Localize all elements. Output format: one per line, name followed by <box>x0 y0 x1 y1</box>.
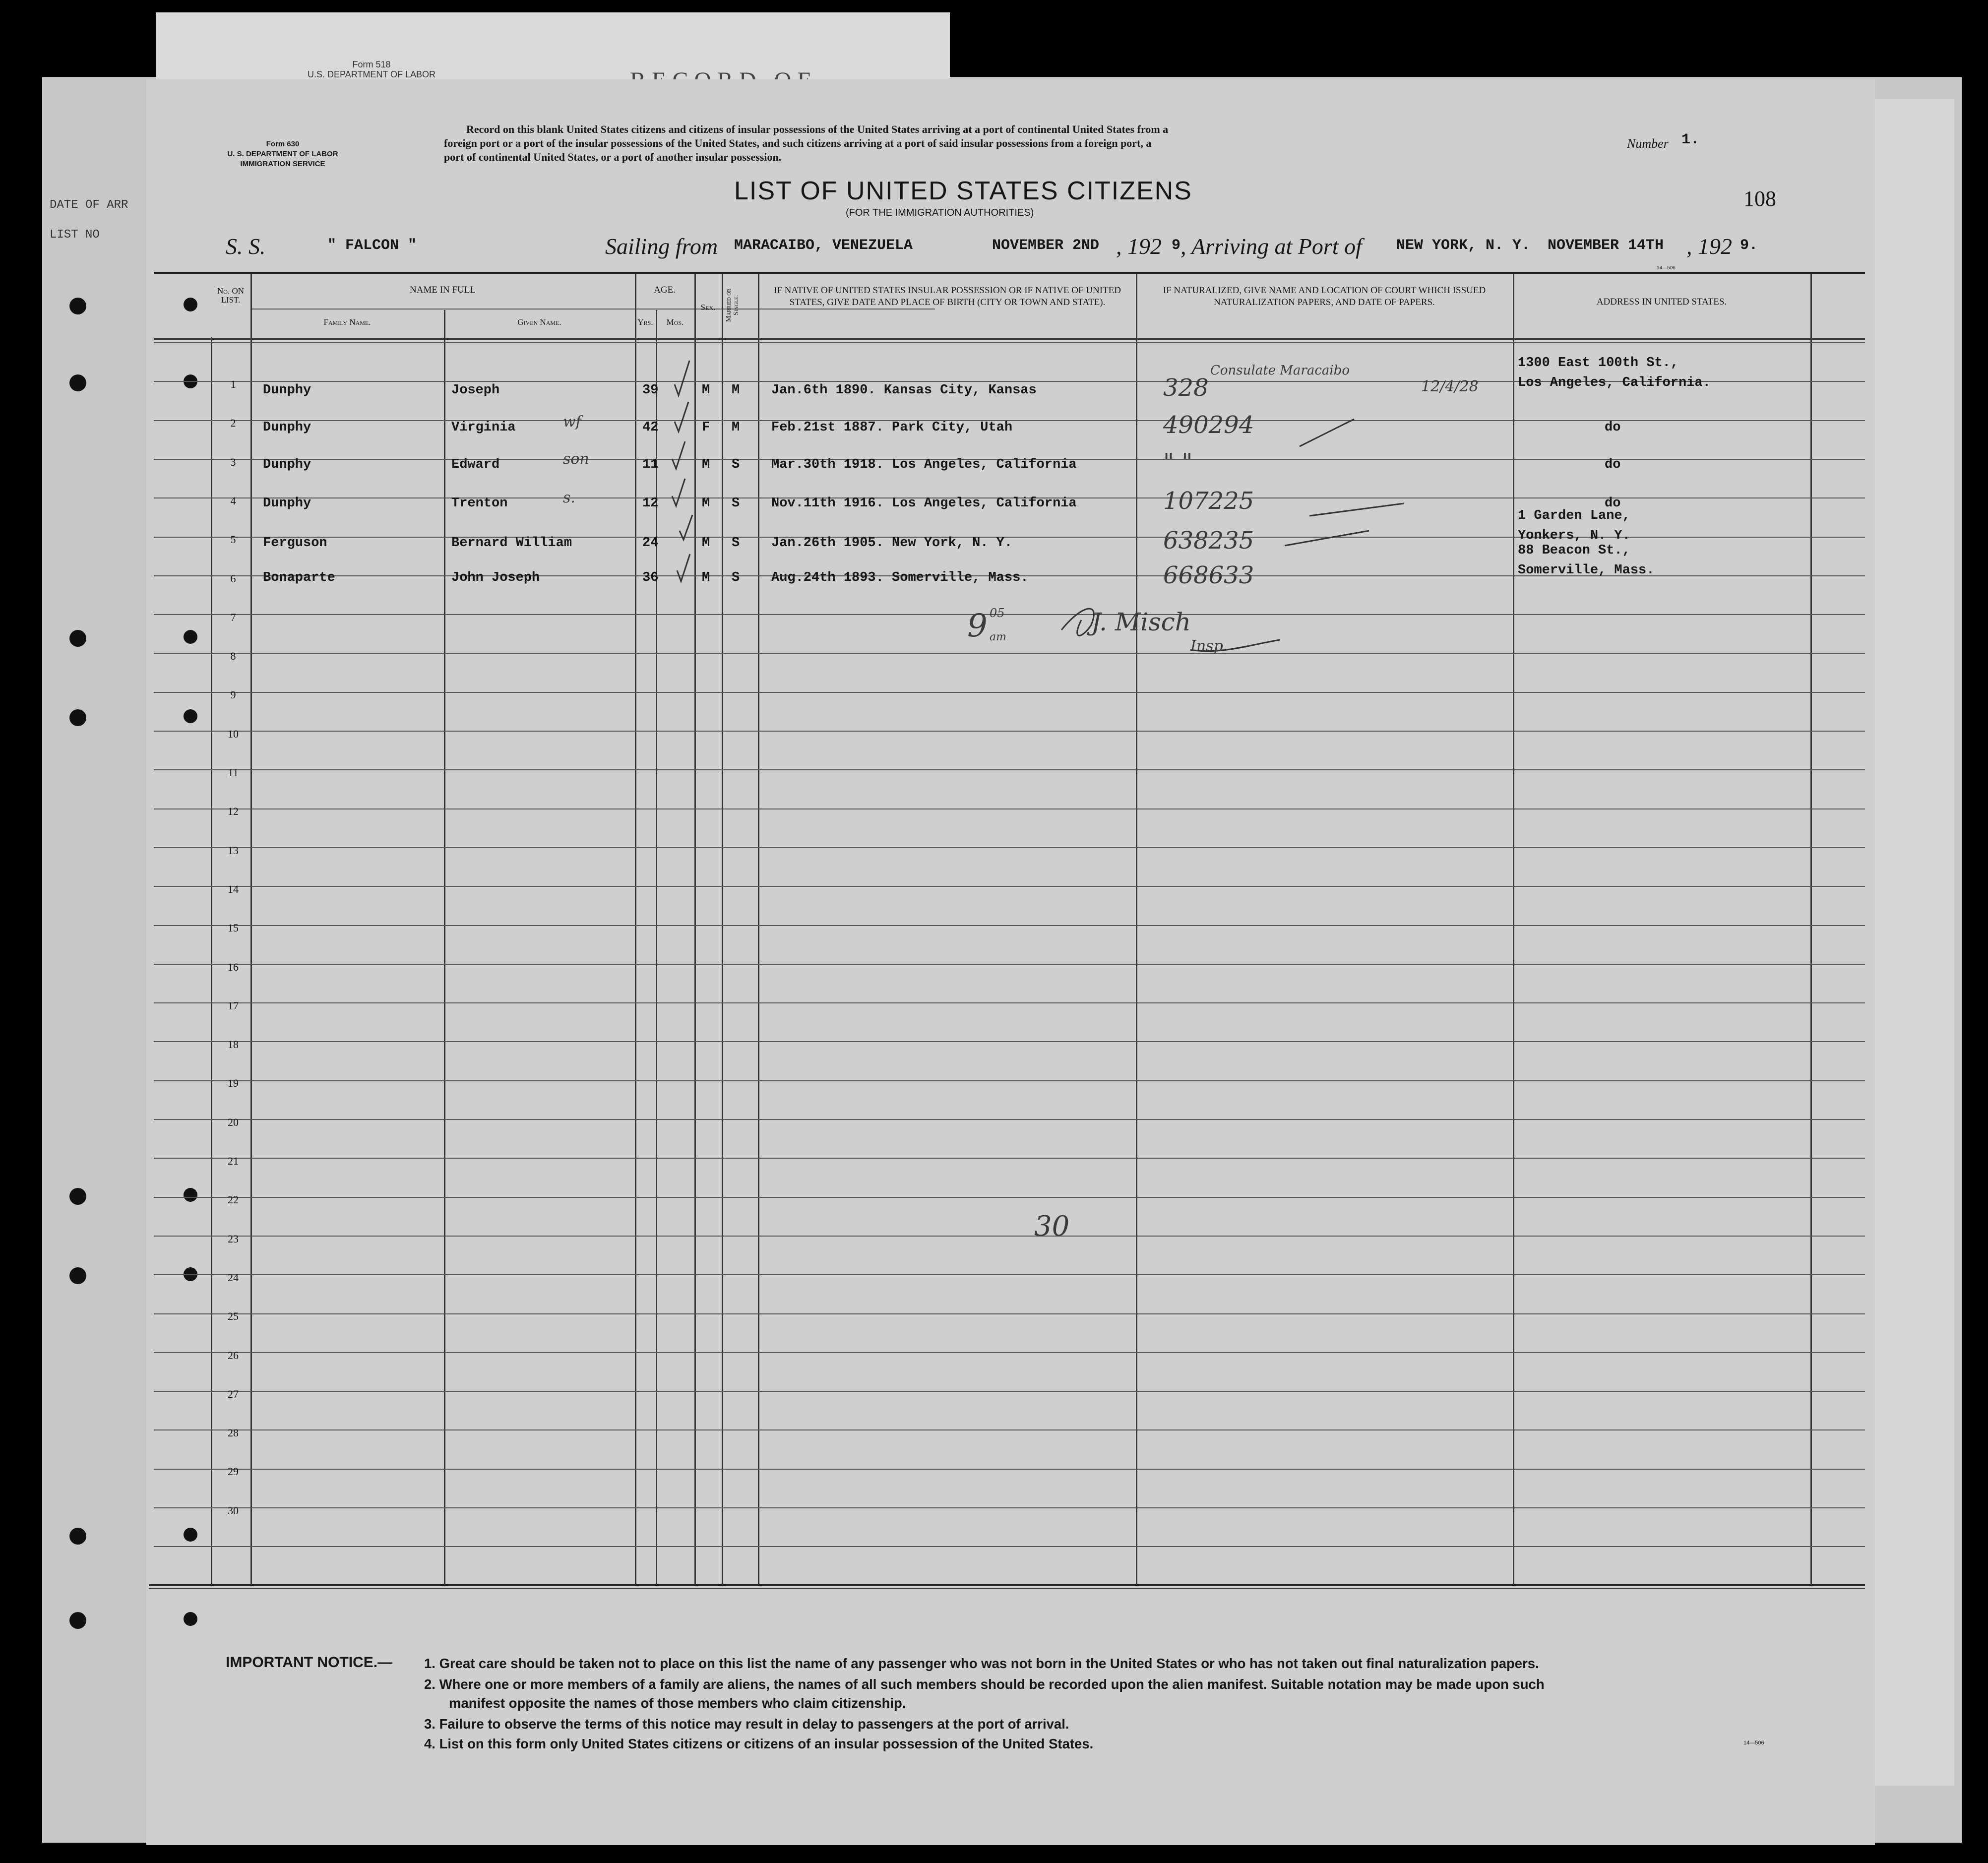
marital-status: M <box>732 420 740 435</box>
number-label: Number <box>1627 136 1669 151</box>
col-header-birth: IF NATIVE OF UNITED STATES INSULAR POSSESSION OR IF NATIVE OF UNITED STATES, GIVE DATE AND PLACE OF BIRTH (CITY OR TOWN AND STATE). <box>774 285 1121 308</box>
address-line-2: Somerville, Mass. <box>1518 563 1655 578</box>
arriving-date: NOVEMBER 14TH <box>1548 237 1664 254</box>
marital-status: S <box>732 536 740 551</box>
given-name: Bernard William <box>451 536 572 551</box>
given-name: John Joseph <box>451 570 540 585</box>
row-number: 29 <box>228 1465 239 1478</box>
naturalization-court: Consulate Maracaibo <box>1210 363 1350 378</box>
given-name: Edward <box>451 457 500 472</box>
address-ditto: do <box>1605 457 1621 472</box>
address-ditto: do <box>1605 496 1621 511</box>
given-name: Virginia <box>451 420 516 435</box>
birth-date-place: Jan.6th 1890. Kansas City, Kansas <box>771 383 1037 398</box>
row-number: 26 <box>228 1349 239 1362</box>
age-years: 11 <box>642 457 659 472</box>
form-number: Form 630 <box>266 140 300 148</box>
address-line-2: Los Angeles, California. <box>1518 375 1711 390</box>
row-number: 18 <box>228 1038 239 1051</box>
row-number: 30 <box>228 1504 239 1517</box>
inspector-title: Insp <box>1190 637 1223 655</box>
sex: M <box>702 496 710 511</box>
row-number: 9 <box>230 688 236 701</box>
col-header-age: AGE. <box>654 285 676 295</box>
row-number: 16 <box>228 961 239 973</box>
given-name-note: s. <box>563 489 575 506</box>
sailing-year-suffix: 9 <box>1172 237 1181 254</box>
given-name-note: son <box>563 450 589 468</box>
address-line-1: 1300 East 100th St., <box>1518 356 1679 371</box>
check-mark <box>675 402 688 432</box>
family-name: Bonaparte <box>263 570 335 585</box>
col-header-given-name: Given Name. <box>517 317 561 327</box>
birth-date-place: Mar.30th 1918. Los Angeles, California <box>771 457 1077 472</box>
birth-date-place: Jan.26th 1905. New York, N. Y. <box>771 536 1013 551</box>
col-header-sex: Sex. <box>700 303 716 312</box>
given-name-note: wf <box>563 413 581 431</box>
sailing-label: Sailing from <box>605 234 718 259</box>
row-number: 19 <box>228 1077 239 1089</box>
inspector-time: 9 <box>967 608 988 644</box>
pen-stroke <box>1061 609 1094 635</box>
birth-date-place: Nov.11th 1916. Los Angeles, California <box>771 496 1077 511</box>
row-number: 4 <box>230 495 236 507</box>
sailing-from: MARACAIBO, VENEZUELA <box>734 237 913 254</box>
naturalization-number: " " <box>1163 448 1193 476</box>
family-name: Dunphy <box>263 496 311 511</box>
row-number: 10 <box>228 728 239 740</box>
col-header-family-name: Family Name. <box>323 317 371 327</box>
family-name: Dunphy <box>263 383 311 398</box>
row-number: 27 <box>228 1388 239 1400</box>
row-number: 28 <box>228 1427 239 1439</box>
row-number: 7 <box>230 611 236 623</box>
notice-item-1: 1. Great care should be taken not to place on this list the name of any passenger who was not born in the United States or who has not taken out final naturalization papers. <box>424 1656 1539 1671</box>
row-number: 1 <box>230 378 236 390</box>
col-header-married-single: Married or Single. <box>725 288 740 322</box>
instruction-line-1: Record on this blank United States citizens and citizens of insular possessions of the United States arriving at a port of continental United States from a <box>466 123 1169 135</box>
col-header-naturalized: IF NATURALIZED, GIVE NAME AND LOCATION OF COURT WHICH ISSUED NATURALIZATION PAPERS, AND DATE OF PAPERS. <box>1163 285 1486 308</box>
pen-stroke <box>1285 531 1369 546</box>
marital-status: M <box>732 383 740 398</box>
age-years: 12 <box>642 496 659 511</box>
pen-stroke <box>1309 503 1404 516</box>
row-number: 20 <box>228 1116 239 1128</box>
check-mark <box>675 361 689 395</box>
address-line-1: 1 Garden Lane, <box>1518 508 1630 523</box>
naturalization-number: 107225 <box>1163 487 1254 515</box>
age-years: 24 <box>642 536 659 551</box>
col-header-yrs: Yrs. <box>637 317 653 327</box>
age-years: 39 <box>642 383 659 398</box>
notice-item-3: 3. Failure to observe the terms of this notice may result in delay to passengers at the port of arrival. <box>424 1716 1069 1732</box>
number-value: 1. <box>1681 131 1700 148</box>
col-header-name-in-full: NAME IN FULL <box>410 285 476 295</box>
instruction-line-2: foreign port or a port of the insular possessions of the United States, and such citizens arriving at a port of said insular possessions from a foreign port, a <box>444 137 1152 149</box>
address-line-1: 88 Beacon St., <box>1518 543 1630 558</box>
age-years: 36 <box>642 570 659 585</box>
naturalization-date: 12/4/28 <box>1421 378 1479 395</box>
arriving-year-prefix: , 192 <box>1686 234 1732 259</box>
row-number: 11 <box>228 766 239 779</box>
arriving-label: , Arriving at Port of <box>1180 234 1362 259</box>
page-number: 108 <box>1743 186 1776 211</box>
naturalization-number: 328 <box>1163 374 1209 402</box>
row-number: 17 <box>228 999 239 1012</box>
underlying-form-label: Form 518 U.S. DEPARTMENT OF LABOR <box>308 60 436 79</box>
check-mark <box>677 554 690 581</box>
sex: M <box>702 457 710 472</box>
row-number: 22 <box>228 1193 239 1206</box>
inspector-time-sup: 05 <box>990 606 1005 620</box>
age-years: 42 <box>642 420 659 435</box>
row-number: 15 <box>228 922 239 934</box>
sailing-date: NOVEMBER 2ND <box>992 237 1100 254</box>
arrival-stamp-line2: LIST NO <box>50 228 100 242</box>
row-number: 21 <box>228 1155 239 1167</box>
family-name: Ferguson <box>263 536 327 551</box>
voyage-printer-mark: 14—506 <box>1657 265 1676 271</box>
check-mark <box>672 441 685 469</box>
row-number: 6 <box>230 572 236 585</box>
check-mark <box>680 515 692 540</box>
arriving-year-suffix: 9. <box>1740 237 1758 254</box>
birth-date-place: Aug.24th 1893. Somerville, Mass. <box>771 570 1029 585</box>
row-number: 14 <box>228 883 239 895</box>
row-number: 25 <box>228 1310 239 1322</box>
sailing-year-prefix: , 192 <box>1116 234 1162 259</box>
passenger-count: 30 <box>1034 1210 1070 1242</box>
row-number: 24 <box>228 1271 239 1284</box>
ship-name: " FALCON " <box>327 237 417 254</box>
service-name: IMMIGRATION SERVICE <box>240 160 325 168</box>
given-name: Joseph <box>451 383 500 398</box>
family-name: Dunphy <box>263 420 311 435</box>
col-header-address: ADDRESS IN UNITED STATES. <box>1596 297 1727 307</box>
col-header-mos: Mos. <box>666 317 684 327</box>
family-name: Dunphy <box>263 457 311 472</box>
department-name: U. S. DEPARTMENT OF LABOR <box>227 150 338 158</box>
page-subtitle: (FOR THE IMMIGRATION AUTHORITIES) <box>846 207 1034 218</box>
sex: M <box>702 570 710 585</box>
row-number: 13 <box>228 844 239 857</box>
ss-label: S. S. <box>226 234 266 259</box>
row-number: 3 <box>230 456 236 468</box>
check-mark <box>672 479 685 506</box>
inspector-signature: J. Misch <box>1091 608 1191 636</box>
birth-date-place: Feb.21st 1887. Park City, Utah <box>771 420 1013 435</box>
inspector-time-sub: am <box>990 631 1006 643</box>
row-number: 8 <box>230 650 236 662</box>
arriving-port: NEW YORK, N. Y. <box>1396 237 1531 254</box>
marital-status: S <box>732 457 740 472</box>
sex: M <box>702 383 710 398</box>
row-number: 23 <box>228 1233 239 1245</box>
arrival-stamp-line1: DATE OF ARR <box>50 198 128 212</box>
marital-status: S <box>732 570 740 585</box>
naturalization-number: 490294 <box>1163 411 1254 439</box>
page-title: LIST OF UNITED STATES CITIZENS <box>734 177 1192 205</box>
notice-item-4: 4. List on this form only United States citizens or citizens of an insular possession of the United States. <box>424 1736 1094 1751</box>
notice-heading: IMPORTANT NOTICE.— <box>226 1654 393 1671</box>
given-name: Trenton <box>451 496 508 511</box>
notice-item-2b: manifest opposite the names of those members who claim citizenship. <box>449 1695 906 1711</box>
col-header-no: No. ON LIST. <box>217 286 244 305</box>
naturalization-number: 638235 <box>1163 527 1254 555</box>
pen-stroke <box>1300 419 1354 446</box>
row-number: 12 <box>228 805 239 817</box>
naturalization-number: 668633 <box>1163 561 1254 589</box>
sex: F <box>702 420 710 435</box>
address-line-2: Yonkers, N. Y. <box>1518 528 1630 543</box>
notice-item-2a: 2. Where one or more members of a family are aliens, the names of all such members should be recorded upon the alien manifest. Suitable notation may be made upon such <box>424 1677 1545 1692</box>
row-number: 2 <box>230 417 236 429</box>
check-marks <box>672 361 1404 651</box>
notice-printer-mark: 14—506 <box>1743 1740 1764 1746</box>
sex: M <box>702 536 710 551</box>
marital-status: S <box>732 496 740 511</box>
instruction-line-3: port of continental United States, or a port of another insular possession. <box>444 151 782 163</box>
address-ditto: do <box>1605 420 1621 435</box>
row-number: 5 <box>230 533 236 546</box>
